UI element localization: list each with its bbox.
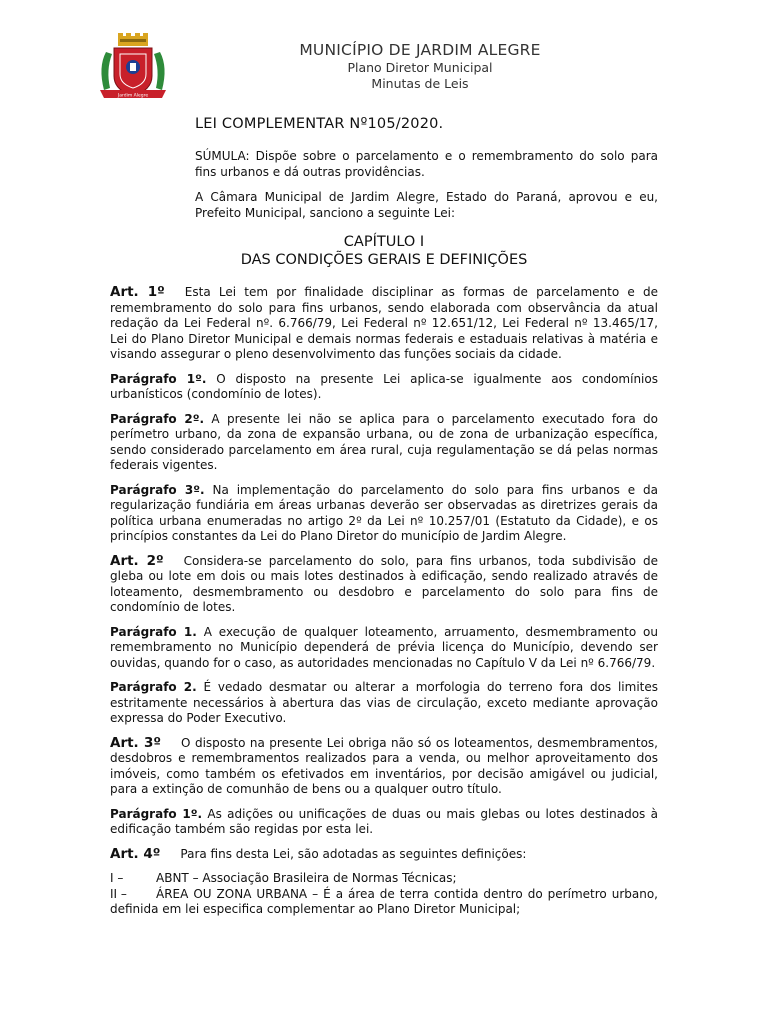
item-text: ÁREA OU ZONA URBANA – É a área de terra contida dentro do perímetro urbano, definida em lei especifica complementar ao Plano Diretor Municipal; (110, 886, 658, 916)
paragraph-label: Parágrafo 1º. (110, 371, 207, 386)
paragraph-label: Parágrafo 1º. (110, 806, 203, 821)
article-1-paragraph-3 (110, 483, 658, 545)
municipal-crest-logo (96, 32, 170, 102)
item-1 (110, 871, 658, 887)
item-number: I – (110, 871, 124, 885)
municipality-title: MUNICÍPIO DE JARDIM ALEGRE (299, 41, 541, 59)
paragraph-label: Parágrafo 1. (110, 624, 197, 639)
paragraph-text: A presente lei não se aplica para o parcelamento executado fora do perímetro urbano, da zona de expansão urbana, ou de zona de urbanização específica, sendo considerado parcelamento em área rural, cuja regulamentação se dá pelas normas federais vigentes. (110, 411, 658, 472)
svg-text:Jardim Alegre: Jardim Alegre (117, 93, 149, 99)
paragraph-text: É vedado desmatar ou alterar a morfologia do terreno fora dos limites estritamente necessários à abertura das vias de circulação, exceto mediante aprovação expressa do Poder Executivo. (110, 680, 658, 725)
item-2 (110, 887, 658, 918)
article-text: Para fins desta Lei, são adotadas as seguintes definições: (180, 846, 527, 861)
item-text: ABNT – Associação Brasileira de Normas Técnicas; (156, 871, 457, 885)
paragraph-label: Parágrafo 2. (110, 680, 197, 694)
law-title: LEI COMPLEMENTAR Nº105/2020. (195, 116, 444, 132)
article-2-paragraph-2 (110, 680, 658, 727)
article-1-paragraph-1 (110, 372, 658, 403)
plan-subtitle: Plano Diretor Municipal (347, 60, 493, 75)
article-2 (110, 554, 658, 616)
document-body (110, 115, 658, 918)
article-1-paragraph-2 (110, 412, 658, 474)
chapter-heading (110, 233, 658, 269)
article-label: Art. 4º (110, 845, 161, 862)
paragraph-text: A execução de qualquer loteamento, arruamento, desmembramento ou remembramento no Município dependerá de prévia licença do Município, devendo ser ouvidas, quando for o caso, as autoridades mencionadas no Capítulo V da Lei nº 6.766/79. (110, 624, 658, 670)
paragraph-label: Parágrafo 2º. (110, 411, 205, 426)
article-text: Considera-se parcelamento do solo, para fins urbanos, toda subdivisão de gleba ou lote em dois ou mais lotes destinados à edificação, sendo realizado através de loteamento, desmembramento ou desdobro e parcelamento do solo para fins de condomínio de lotes. (110, 553, 659, 614)
article-label: Art. 3º (110, 734, 162, 751)
article-text: Esta Lei tem por finalidade disciplinar as formas de parcelamento e de remembramento do solo para fins urbanos, sendo elaborada com observância da atual redação da Lei Federal nº. 6.766/79, Lei Federal nº 12.651/12, Lei Federal nº 13.465/17, Lei do Plano Diretor Municipal e demais normas federais e estaduais relativas à matéria e visando assegurar o pleno desenvolvimento das funções sociais da cidade. (110, 285, 658, 361)
preamble: A Câmara Municipal de Jardim Alegre, Estado do Paraná, aprovou e eu, Prefeito Municipal, sanciono a seguinte Lei: (195, 190, 658, 220)
article-label: Art. 2º (110, 552, 164, 569)
minutes-subtitle: Minutas de Leis (371, 76, 469, 91)
article-4 (110, 847, 658, 863)
paragraph-text: O disposto na presente Lei aplica-se igualmente aos condomínios urbanísticos (condomínio de lotes). (110, 371, 658, 401)
article-label: Art. 1º (110, 284, 165, 300)
header-text (200, 40, 640, 92)
article-text: O disposto na presente Lei obriga não só os loteamentos, desmembramentos, desdobros e remembramentos realizados para a venda, ou melhor aproveitamento dos imóveis, como também os efetivados em inventários, por decisão amigável ou judicial, para a extinção de comunhão de bens ou a qualquer outro título. (110, 735, 658, 796)
sumula: SÚMULA: Dispõe sobre o parcelamento e o remembramento do solo para fins urbanos e dá outras providências. (195, 149, 658, 179)
paragraph-text: Na implementação do parcelamento do solo para fins urbanos e da regularização fundiária em áreas urbanas deverão ser observadas as diretrizes gerais da política urbana enumeradas no artigo 2º da Lei nº 10.257/01 (Estatuto da Cidade), e os princípios constantes da Lei do Plano Diretor do município de Jardim Alegre. (110, 482, 658, 543)
paragraph-label: Parágrafo 3º. (110, 482, 205, 497)
paragraph-text: As adições ou unificações de duas ou mais glebas ou lotes destinados à edificação também são regidas por esta lei. (110, 806, 658, 836)
article-2-paragraph-1 (110, 625, 658, 672)
chapter-number: CAPÍTULO I (343, 234, 425, 250)
chapter-title: DAS CONDIÇÕES GERAIS E DEFINIÇÕES (240, 252, 528, 268)
article-3 (110, 736, 658, 798)
page-header (0, 0, 768, 110)
item-number: II – (110, 886, 127, 901)
article-3-paragraph-1 (110, 807, 658, 838)
article-1 (110, 285, 658, 363)
